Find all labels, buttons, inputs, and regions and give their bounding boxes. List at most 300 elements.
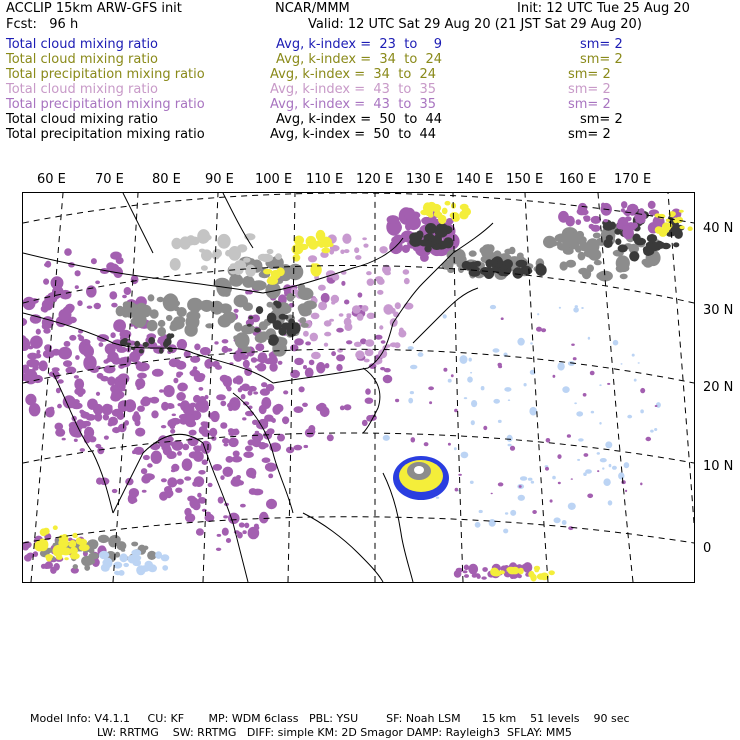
cloud-patch — [618, 244, 628, 252]
cloud-patch — [429, 401, 432, 404]
cloud-patch — [30, 314, 42, 323]
cloud-patch — [299, 386, 305, 392]
cloud-patch — [158, 320, 166, 327]
field-smoothing: sm= 2 — [580, 37, 623, 52]
cloud-patch — [420, 253, 429, 262]
cloud-patch — [229, 274, 243, 287]
cloud-patch — [247, 324, 252, 327]
field-name: Total cloud mixing ratio — [6, 82, 159, 97]
cloud-patch — [443, 368, 447, 372]
cloud-patch — [299, 317, 306, 324]
cloud-patch — [245, 446, 253, 452]
cloud-patch — [464, 565, 469, 571]
cloud-patch — [352, 305, 361, 314]
cloud-patch — [187, 298, 203, 312]
field-k-index: Avg, k-index = 43 to 35 — [270, 97, 437, 112]
cloud-patch — [524, 383, 527, 386]
cloud-patch — [418, 352, 424, 357]
cloud-patch — [553, 375, 556, 378]
cloud-patch — [365, 398, 374, 404]
cloud-patch — [597, 470, 599, 472]
cloud-patch — [81, 411, 86, 414]
cloud-patch — [331, 351, 336, 356]
cloud-patch — [475, 522, 481, 528]
cloud-patch — [292, 244, 304, 255]
cloud-patch — [383, 375, 393, 384]
cloud-patch — [228, 246, 241, 261]
cloud-patch — [608, 500, 613, 505]
cloud-patch — [673, 242, 679, 247]
cloud-patch — [233, 350, 243, 361]
cloud-patch — [311, 313, 320, 320]
cloud-patch — [583, 393, 587, 397]
cloud-patch — [468, 564, 478, 575]
cloud-patch — [91, 258, 97, 264]
cloud-patch — [278, 361, 283, 365]
cloud-patch — [510, 510, 516, 516]
cloud-patch — [288, 318, 295, 326]
cloud-patch — [490, 305, 496, 309]
cloud-patch — [199, 426, 208, 435]
cloud-patch — [159, 389, 164, 393]
cloud-patch — [443, 314, 447, 318]
cloud-patch — [55, 423, 64, 431]
cloud-patch — [321, 293, 330, 303]
cloud-patch — [223, 443, 228, 446]
cloud-patch — [571, 478, 573, 479]
cloud-patch — [182, 241, 190, 246]
cloud-patch — [273, 300, 279, 306]
field-name: Total precipitation mixing ratio — [6, 67, 205, 82]
cloud-patch — [43, 528, 49, 532]
cloud-patch — [456, 568, 463, 573]
cloud-patch — [384, 271, 391, 275]
cloud-patch — [340, 250, 344, 255]
cloud-patch — [75, 355, 80, 360]
cloud-patch — [69, 335, 76, 341]
cloud-patch — [143, 342, 149, 347]
cloud-patch — [45, 407, 55, 417]
cloud-patch — [78, 335, 84, 341]
field-k-index: Avg, k-index = 34 to 24 — [270, 67, 437, 82]
cloud-patch — [255, 343, 264, 351]
cloud-patch — [599, 384, 601, 386]
cloud-patch — [294, 358, 304, 365]
field-name: Total precipitation mixing ratio — [6, 97, 205, 112]
cloud-patch — [423, 235, 430, 240]
cloud-patch — [226, 538, 231, 543]
valid-time: Valid: 12 UTC Sat 29 Aug 20 (21 JST Sat 29 Aug 20) — [308, 17, 642, 32]
field-k-index: Avg, k-index = 50 to 44 — [270, 127, 437, 142]
field-smoothing: sm= 2 — [580, 52, 623, 67]
cloud-patch — [576, 411, 583, 416]
cloud-patch — [220, 475, 224, 480]
cyclone-eye — [414, 466, 424, 474]
cloud-patch — [184, 508, 191, 516]
cloud-patch — [577, 459, 580, 461]
cloud-patch — [119, 544, 125, 551]
cloud-patch — [243, 257, 250, 262]
cloud-patch — [196, 528, 204, 536]
cloud-patch — [118, 373, 130, 383]
cloud-patch — [171, 469, 176, 472]
cloud-patch — [603, 478, 610, 486]
longitude-label: 100 E — [255, 172, 293, 187]
cloud-patch — [576, 231, 584, 239]
cloud-patch — [627, 415, 632, 419]
cloud-patch — [621, 363, 623, 365]
cloud-patch — [245, 411, 254, 417]
cloud-patch — [567, 434, 571, 438]
cloud-patch — [404, 303, 414, 310]
cloud-patch — [72, 533, 78, 538]
cloud-patch — [223, 467, 234, 477]
cloud-patch — [212, 361, 220, 368]
cloud-patch — [45, 554, 53, 559]
cloud-patch — [96, 478, 103, 485]
cloud-patch — [583, 472, 587, 476]
longitude-label: 60 E — [37, 172, 66, 187]
cloud-patch — [99, 342, 104, 347]
cloud-patch — [231, 478, 242, 487]
longitude-label: 120 E — [356, 172, 394, 187]
cloud-patch — [354, 247, 359, 253]
cloud-patch — [559, 307, 561, 309]
cloud-patch — [618, 472, 624, 479]
cloud-patch — [116, 257, 124, 264]
cloud-patch — [375, 276, 383, 282]
cloud-patch — [358, 292, 363, 297]
longitude-label: 160 E — [559, 172, 597, 187]
cloud-patch — [355, 350, 364, 359]
cloud-patch — [53, 525, 58, 530]
cloud-patch — [568, 526, 573, 530]
cloud-patch — [141, 565, 151, 572]
cloud-patch — [655, 405, 658, 407]
cloud-patch — [344, 404, 352, 410]
cloud-patch — [140, 398, 150, 407]
cloud-patch — [222, 346, 229, 353]
cloud-patch — [36, 540, 44, 550]
cloud-patch — [129, 353, 135, 357]
cloud-patch — [320, 236, 325, 240]
cloud-patch — [261, 382, 267, 387]
cloud-patch — [402, 245, 410, 253]
cloud-patch — [188, 437, 199, 446]
cloud-patch — [60, 290, 72, 300]
cloud-patch — [536, 264, 547, 276]
cloud-patch — [419, 240, 429, 247]
cloud-patch — [364, 359, 370, 363]
cloud-patch — [194, 476, 205, 487]
cloud-patch — [650, 430, 654, 433]
cloud-patch — [469, 250, 477, 256]
cloud-patch — [433, 234, 442, 244]
cloud-patch — [167, 477, 177, 487]
cloud-patch — [275, 253, 282, 260]
cloud-patch — [253, 391, 258, 394]
cloud-patch — [308, 255, 317, 262]
cloud-patch — [280, 338, 288, 347]
cloud-patch — [305, 368, 314, 378]
cloud-patch — [634, 379, 637, 382]
cloud-patch — [438, 215, 447, 224]
cloud-patch — [454, 447, 457, 450]
cloud-patch — [622, 225, 630, 230]
cloud-patch — [498, 420, 502, 423]
cloud-patch — [442, 208, 448, 215]
cloud-patch — [241, 394, 246, 399]
cloud-patch — [168, 349, 173, 353]
cloud-patch — [411, 437, 416, 442]
cloud-patch — [381, 340, 386, 343]
cloud-patch — [325, 363, 330, 368]
cloud-patch — [498, 482, 504, 486]
cloud-patch — [133, 561, 141, 566]
cloud-patch — [629, 251, 639, 261]
cloud-patch — [177, 479, 184, 485]
cloud-patch — [455, 488, 459, 492]
cloud-patch — [518, 495, 525, 501]
cloud-patch — [147, 463, 153, 467]
field-smoothing: sm= 2 — [568, 127, 611, 142]
cloud-patch — [41, 306, 46, 312]
cloud-patch — [234, 295, 248, 308]
cloud-patch — [103, 414, 108, 419]
cloud-patch — [460, 355, 468, 364]
cloud-patch — [571, 344, 575, 346]
model-center: NCAR/MMM — [275, 1, 350, 16]
cloud-patch — [243, 451, 254, 458]
cloud-patch — [119, 553, 127, 562]
cloud-patch — [134, 341, 140, 347]
cloud-patch — [562, 386, 569, 393]
cloud-patch — [410, 391, 414, 394]
model-info-line2: LW: RRTMG SW: RRTMG DIFF: simple KM: 2D Smagor DAMP: Rayleigh3 SFLAY: MM5 — [97, 726, 572, 739]
cloud-patch — [161, 478, 167, 482]
cloud-patch — [462, 261, 471, 270]
cloud-patch — [175, 488, 182, 493]
cloud-patch — [36, 329, 41, 335]
cloud-patch — [241, 384, 250, 392]
cloud-patch — [43, 328, 50, 334]
cloud-patch — [228, 438, 238, 448]
cloud-patch — [161, 425, 166, 428]
cloud-patch — [336, 354, 345, 361]
cloud-patch — [112, 489, 118, 493]
cloud-patch — [94, 413, 102, 422]
cloud-patch — [679, 210, 684, 213]
cloud-patch — [582, 269, 591, 280]
field-k-index: Avg, k-index = 23 to 9 — [276, 37, 443, 52]
cloud-patch — [147, 320, 158, 331]
cloud-patch — [267, 249, 274, 254]
cloud-patch — [139, 349, 144, 354]
cloud-patch — [56, 555, 63, 560]
forecast-hour: Fcst: 96 h — [6, 17, 79, 32]
cloud-patch — [390, 342, 397, 347]
cloud-patch — [549, 570, 555, 575]
cloud-patch — [148, 337, 155, 344]
cloud-patch — [536, 327, 542, 332]
init-time: Init: 12 UTC Tue 25 Aug 20 — [517, 1, 690, 16]
cloud-patch — [170, 258, 181, 271]
cloud-patch — [470, 481, 474, 484]
meridian — [288, 193, 295, 582]
cloud-patch — [222, 339, 229, 343]
cloud-patch — [150, 444, 160, 451]
cloud-patch — [576, 219, 582, 225]
cloud-patch — [529, 407, 537, 416]
longitude-label: 130 E — [406, 172, 444, 187]
cloud-patch — [242, 530, 246, 534]
cloud-patch — [510, 446, 515, 451]
cloud-patch — [354, 342, 362, 347]
cloud-patch — [508, 444, 512, 447]
cloud-patch — [212, 252, 220, 260]
cloud-patch — [597, 452, 600, 455]
cloud-patch — [60, 544, 64, 549]
parallel — [23, 433, 694, 463]
cloud-patch — [621, 208, 625, 212]
cloud-patch — [399, 328, 404, 334]
coastline — [123, 193, 153, 253]
field-k-index: Avg, k-index = 34 to 24 — [276, 52, 443, 67]
cloud-patch — [603, 219, 608, 222]
field-smoothing: sm= 2 — [568, 97, 611, 112]
cloud-patch — [464, 397, 467, 399]
field-name: Total precipitation mixing ratio — [6, 127, 205, 142]
cloud-patch — [318, 285, 326, 291]
cloud-patch — [157, 327, 166, 337]
cloud-patch — [42, 563, 51, 569]
cloud-patch — [23, 318, 27, 327]
cloud-patch — [111, 303, 117, 308]
cloud-patch — [587, 494, 593, 499]
cloud-patch — [366, 271, 372, 275]
cloud-patch — [267, 277, 278, 285]
cloud-patch — [259, 512, 269, 524]
cloud-patch — [199, 387, 204, 391]
cloud-patch — [234, 309, 239, 313]
cloud-patch — [161, 554, 170, 561]
cloud-patch — [591, 411, 594, 414]
cloud-patch — [344, 249, 350, 253]
cloud-patch — [83, 345, 94, 358]
cloud-patch — [254, 328, 261, 333]
cloud-patch — [341, 281, 345, 286]
cloud-patch — [471, 420, 475, 425]
cloud-patch — [467, 377, 473, 383]
cloud-patch — [71, 402, 83, 409]
cloud-patch — [375, 335, 383, 340]
cloud-patch — [186, 314, 200, 329]
cloud-patch — [74, 378, 84, 390]
cloud-patch — [220, 401, 226, 407]
cloud-patch — [528, 478, 533, 481]
cloud-patch — [201, 265, 208, 271]
cloud-patch — [424, 442, 429, 446]
cloud-patch — [151, 410, 158, 418]
cloud-patch — [454, 409, 458, 413]
cloud-patch — [220, 422, 227, 429]
cloud-patch — [638, 362, 640, 363]
cloud-patch — [64, 341, 71, 347]
cloud-patch — [176, 361, 187, 370]
cloud-patch — [143, 455, 150, 460]
cloud-patch — [383, 435, 390, 441]
cloud-patch — [408, 346, 414, 350]
cloud-patch — [377, 290, 383, 295]
cloud-patch — [640, 409, 644, 413]
cloud-patch — [96, 392, 100, 396]
cloud-patch — [194, 344, 200, 351]
cloud-patch — [147, 551, 156, 560]
cloud-patch — [480, 246, 493, 255]
cloud-patch — [621, 201, 627, 208]
cloud-patch — [265, 463, 277, 472]
cloud-patch — [239, 522, 245, 527]
cloud-patch — [27, 353, 38, 360]
cloud-patch — [504, 387, 511, 392]
cloud-patch — [489, 519, 496, 527]
cloud-patch — [309, 360, 315, 366]
cloud-patch — [286, 447, 294, 454]
cloud-patch — [573, 357, 577, 360]
cloud-patch — [324, 332, 331, 337]
cloud-patch — [596, 272, 609, 280]
parallel — [23, 517, 694, 543]
cloud-patch — [534, 566, 540, 571]
cloud-patch — [327, 434, 334, 441]
cloud-patch — [340, 406, 345, 411]
cloud-patch — [303, 365, 307, 369]
longitude-label: 90 E — [205, 172, 234, 187]
cloud-patch — [173, 378, 178, 384]
cloud-patch — [173, 316, 185, 324]
cloud-patch — [223, 515, 228, 518]
latitude-label: 0 — [703, 541, 712, 556]
cloud-patch — [469, 358, 472, 362]
cloud-patch — [601, 203, 605, 208]
cloud-patch — [243, 360, 250, 368]
cloud-patch — [182, 444, 189, 451]
field-k-index: Avg, k-index = 43 to 35 — [270, 82, 437, 97]
cloud-patch — [98, 535, 109, 543]
cloud-patch — [133, 555, 142, 561]
cloud-patch — [176, 373, 181, 378]
cloud-patch — [222, 378, 229, 384]
cloud-patch — [501, 317, 504, 320]
cloud-patch — [260, 254, 273, 262]
cloud-patch — [193, 451, 204, 462]
cloud-patch — [274, 404, 284, 413]
cloud-patch — [244, 523, 249, 529]
forecast-map — [22, 192, 695, 583]
cloud-patch — [620, 274, 628, 280]
cloud-patch — [584, 453, 589, 457]
cloud-patch — [77, 300, 82, 306]
cloud-patch — [201, 421, 208, 426]
cloud-patch — [109, 291, 117, 299]
cloud-patch — [86, 414, 96, 421]
cloud-patch — [268, 355, 278, 365]
cloud-patch — [306, 236, 317, 247]
cloud-patch — [503, 529, 508, 534]
cloud-patch — [267, 313, 277, 324]
cloud-patch — [86, 340, 91, 345]
cloud-patch — [605, 441, 612, 448]
